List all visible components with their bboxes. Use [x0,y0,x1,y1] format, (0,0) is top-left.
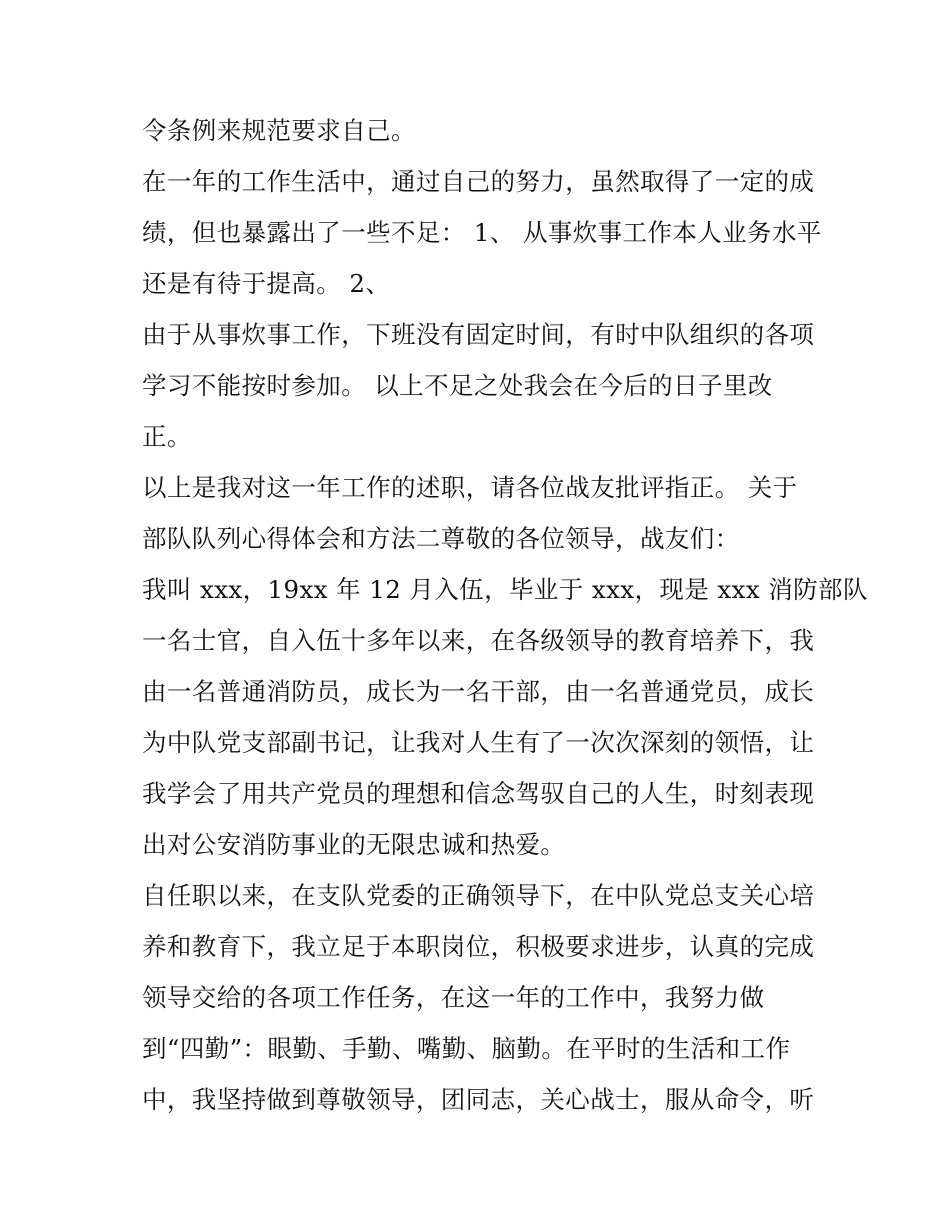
text-line: 由一名普通消防员，成长为一名干部，由一名普通党员，成长 [142,677,815,706]
text-line: 绩，但也暴露出了一些不足： 1、 从事炊事工作本人业务水平 [142,218,822,247]
text-line: 部队队列心得体会和方法二尊敬的各位领导，战友们： [142,524,740,553]
text-line: 一名士官，自入伍十多年以来，在各级领导的教育培养下，我 [142,626,815,655]
text-line: 学习不能按时参加。 以上不足之处我会在今后的日子里改 [142,371,773,400]
text-line: 出对公安消防事业的无限忠诚和热爱。 [142,830,566,859]
text-line: 中，我坚持做到尊敬领导，团同志，关心战士，服从命令，听 [142,1085,815,1114]
text-line: 令条例来规范要求自己。 [142,116,416,145]
text-line: 领导交给的各项工作任务，在这一年的工作中，我努力做 [142,983,765,1012]
text-line: 养和教育下，我立足于本职岗位，积极要求进步，认真的完成 [142,932,815,961]
text-line: 我叫 xxx，19xx 年 12 月入伍，毕业于 xxx，现是 xxx 消防部队 [142,575,868,604]
text-line: 在一年的工作生活中，通过自己的努力，虽然取得了一定的成 [142,167,815,196]
text-line: 为中队党支部副书记，让我对人生有了一次次深刻的领悟，让 [142,728,815,757]
text-line: 由于从事炊事工作，下班没有固定时间，有时中队组织的各项 [142,320,815,349]
text-line: 自任职以来，在支队党委的正确领导下，在中队党总支关心培 [142,881,815,910]
text-line: 以上是我对这一年工作的述职，请各位战友批评指正。 关于 [142,473,798,502]
text-line: 还是有待于提高。 2、 [142,269,391,298]
document-body [142,105,868,1125]
text-line: 我学会了用共产党员的理想和信念驾驭自己的人生，时刻表现 [142,779,815,808]
text-line: 到“四勤”：眼勤、手勤、嘴勤、脑勤。在平时的生活和工作 [142,1034,791,1063]
text-line: 正。 [142,422,192,451]
